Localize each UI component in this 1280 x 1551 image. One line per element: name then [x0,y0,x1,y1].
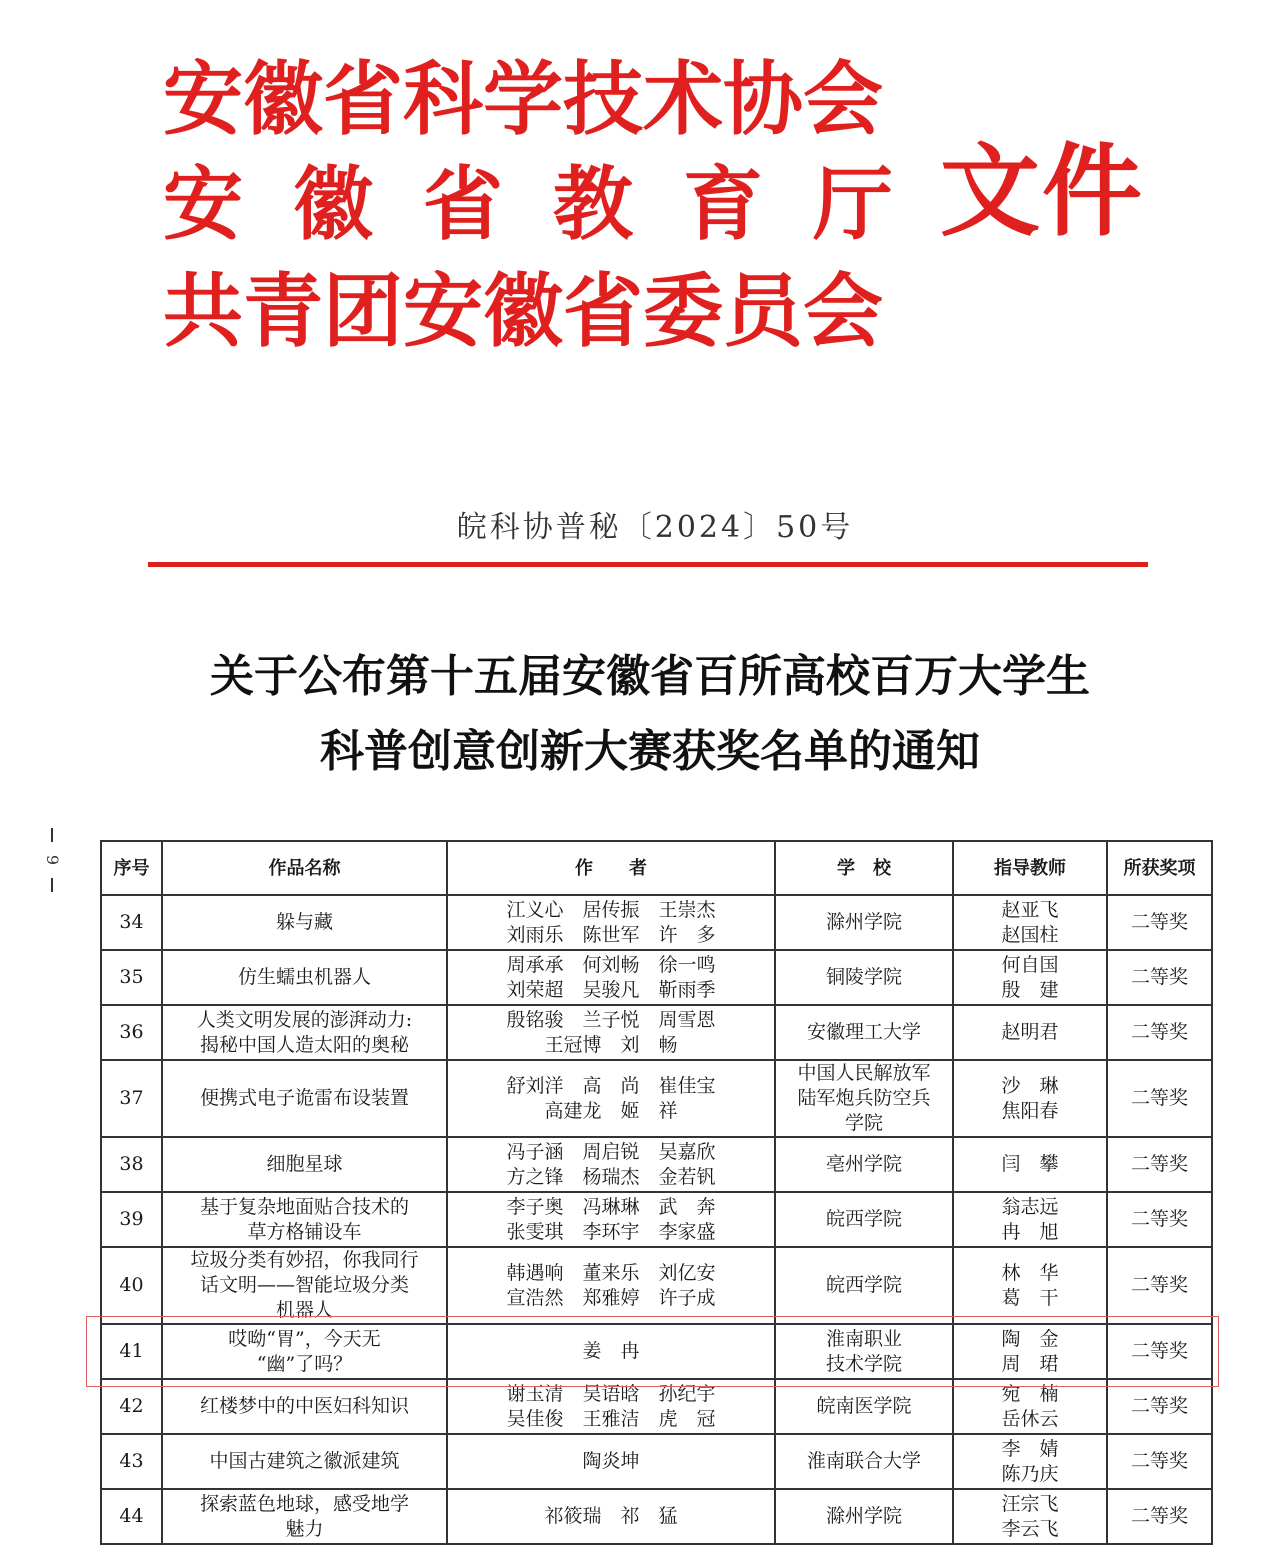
cell-award: 二等奖 [1107,1060,1212,1137]
cell-no: 39 [101,1192,162,1247]
cell-advisors-line: 葛 干 [1001,1286,1059,1309]
cell-advisors-line: 周 珺 [1001,1352,1059,1375]
cell-work-title-line: 草方格铺设车 [247,1220,362,1243]
cell-work-title-line: 红楼梦中的中医妇科知识 [199,1395,409,1417]
cell-authors-line: 周承承 何刘畅 徐一鸣 [506,953,716,976]
header-no: 序号 [101,841,162,895]
cell-advisors-line: 冉 旭 [1001,1220,1059,1243]
cell-work-title-line: 探索蓝色地球，感受地学 [199,1492,409,1515]
cell-no: 37 [101,1060,162,1137]
cell-authors-line: 李子奥 冯琳琳 武 奔 [506,1195,716,1218]
cell-school-line: 滁州学院 [825,1505,902,1527]
cell-advisors-line: 林 华 [1001,1261,1059,1284]
cell-advisors-line: 沙 琳 [1001,1074,1059,1097]
cell-authors-line: 宣浩然 郑雅婷 许子成 [506,1286,716,1309]
cell-school [775,1434,953,1489]
cell-work-title [162,1489,447,1544]
cell-work-title-line: 便携式电子诡雷布设装置 [199,1087,409,1109]
table-row [101,895,1212,950]
cell-school [775,950,953,1005]
cell-work-title [162,1060,447,1137]
cell-work-title-line: 仿生蠕虫机器人 [237,966,371,988]
cell-school [775,895,953,950]
cell-authors-line: 殷铭骏 兰子悦 周雪恩 [506,1008,716,1031]
cell-school-line: 铜陵学院 [825,966,902,988]
header-school: 学 校 [775,841,953,895]
cell-work-title-line: 魅力 [285,1517,324,1540]
cell-work-title-line: 话文明——智能垃圾分类 [199,1274,409,1296]
table-row [101,1489,1212,1544]
cell-school-line: 安徽理工大学 [806,1021,921,1043]
cell-award: 二等奖 [1107,1137,1212,1192]
cell-work-title [162,1379,447,1434]
org-char: 徽 [293,158,373,251]
table-header-row [101,841,1212,895]
org-name-youth-league: 共青团安徽省委员会 [163,265,883,358]
table-row [101,1137,1212,1192]
cell-advisors-line: 宛 楠 [1001,1382,1059,1405]
cell-work-title-line: 垃圾分类有妙招，你我同行 [190,1249,419,1271]
cell-school [775,1379,953,1434]
org-char: 省 [423,158,503,251]
header-advisors: 指导教师 [953,841,1107,895]
cell-authors-line: 谢玉清 吴语晗 孙纪宇 [506,1382,716,1405]
cell-work-title [162,1434,447,1489]
cell-advisors-line: 李云飞 [1001,1517,1059,1540]
table-row [101,1379,1212,1434]
cell-authors-line: 刘雨乐 陈世军 许 多 [506,923,716,946]
cell-authors [447,1192,775,1247]
org-name-provincial-science-association: 安徽省科学技术协会 [163,53,883,146]
cell-school-line: 滁州学院 [825,911,902,933]
cell-no: 43 [101,1434,162,1489]
cell-advisors-line: 赵亚飞 [1001,898,1059,921]
header-work: 作品名称 [162,841,447,895]
cell-authors [447,895,775,950]
cell-work-title-line: 哎呦“胃”，今天无 [228,1327,381,1350]
cell-advisors [953,895,1107,950]
cell-school-line: 淮南职业 [825,1327,902,1350]
cell-no: 36 [101,1005,162,1060]
cell-school-line: 淮南联合大学 [806,1450,921,1472]
cell-school [775,1247,953,1324]
cell-authors [447,1434,775,1489]
cell-authors [447,1247,775,1324]
cell-no: 40 [101,1247,162,1324]
cell-authors [447,1137,775,1192]
cell-school [775,1060,953,1137]
notice-title-line-1: 关于公布第十五届安徽省百所高校百万大学生 [210,651,1090,702]
cell-authors [447,1489,775,1544]
org-name-education-department [163,158,893,251]
cell-no: 38 [101,1137,162,1192]
cell-school-line: 皖西学院 [825,1274,902,1296]
cell-advisors-line: 闫 攀 [1001,1153,1059,1175]
cell-authors-line: 刘荣超 吴骏凡 靳雨季 [506,978,716,1001]
cell-award: 二等奖 [1107,1192,1212,1247]
cell-work-title [162,895,447,950]
cell-award: 二等奖 [1107,1005,1212,1060]
cell-advisors [953,1379,1107,1434]
table-row [101,950,1212,1005]
cell-advisors [953,1247,1107,1324]
cell-advisors-line: 李 婧 [1001,1437,1059,1460]
page-dash [51,828,53,842]
cell-authors-line: 冯子涵 周启锐 吴嘉欣 [506,1140,716,1163]
cell-work-title-line: 基于复杂地面贴合技术的 [199,1195,409,1218]
cell-authors-line: 姜 冉 [582,1340,640,1362]
cell-award: 二等奖 [1107,950,1212,1005]
cell-work-title [162,1324,447,1379]
cell-advisors-line: 汪宗飞 [1001,1492,1059,1515]
org-char: 安 [163,158,243,251]
cell-authors-line: 方之锋 杨瑞杰 金若钒 [506,1165,716,1188]
cell-award: 二等奖 [1107,1379,1212,1434]
cell-advisors [953,1192,1107,1247]
cell-advisors-line: 焦阳春 [1001,1099,1059,1122]
page-dash [51,878,53,892]
cell-advisors-line: 殷 建 [1001,978,1059,1001]
cell-work-title-line: 躲与藏 [275,911,333,933]
cell-authors [447,1324,775,1379]
cell-school [775,1005,953,1060]
file-label: 文件 [940,133,1144,250]
cell-award: 二等奖 [1107,1489,1212,1544]
cell-authors-line: 江义心 居传振 王崇杰 [506,898,716,921]
cell-authors [447,1005,775,1060]
cell-authors-line: 吴佳俊 王雅洁 虎 冠 [506,1407,716,1430]
cell-school-line: 亳州学院 [825,1153,902,1175]
cell-award: 二等奖 [1107,895,1212,950]
page-number-value: 9 [43,854,62,866]
awards-table [100,840,1213,1545]
cell-advisors-line: 岳休云 [1001,1407,1059,1430]
cell-no: 44 [101,1489,162,1544]
cell-work-title [162,1005,447,1060]
cell-authors-line: 王冠博 刘 畅 [544,1033,678,1056]
cell-school-line: 陆军炮兵防空兵 [797,1087,931,1109]
org-char: 厅 [813,158,893,251]
table-row [101,1247,1212,1324]
cell-school [775,1324,953,1379]
cell-authors-line: 陶炎坤 [582,1450,640,1472]
cell-work-title-line: “幽”了吗？ [256,1352,353,1375]
cell-school [775,1192,953,1247]
cell-school-line: 中国人民解放军 [797,1062,931,1084]
cell-work-title-line: 中国古建筑之徽派建筑 [209,1450,400,1472]
cell-school [775,1137,953,1192]
org-char: 教 [553,158,633,251]
cell-award: 二等奖 [1107,1324,1212,1379]
cell-advisors [953,1005,1107,1060]
cell-award: 二等奖 [1107,1247,1212,1324]
table-row [101,1434,1212,1489]
cell-work-title-line: 机器人 [275,1299,333,1321]
page-number [38,828,66,892]
cell-no: 35 [101,950,162,1005]
cell-school [775,1489,953,1544]
cell-authors [447,1060,775,1137]
cell-authors [447,950,775,1005]
cell-advisors [953,1434,1107,1489]
cell-advisors [953,1324,1107,1379]
red-divider [148,562,1148,567]
table-row [101,1192,1212,1247]
cell-advisors-line: 何自国 [1001,953,1059,976]
cell-work-title [162,950,447,1005]
cell-advisors-line: 陈乃庆 [1001,1462,1059,1485]
table-row [101,1060,1212,1137]
header-authors: 作 者 [447,841,775,895]
notice-title-line-2: 科普创意创新大赛获奖名单的通知 [320,726,980,777]
cell-advisors-line: 赵明君 [1001,1021,1059,1043]
cell-authors-line: 韩遇响 董来乐 刘亿安 [506,1261,716,1284]
cell-advisors-line: 陶 金 [1001,1327,1059,1350]
cell-no: 34 [101,895,162,950]
cell-work-title-line: 揭秘中国人造太阳的奥秘 [199,1033,409,1056]
cell-work-title [162,1247,447,1324]
table-row [101,1005,1212,1060]
cell-advisors [953,1489,1107,1544]
cell-authors [447,1379,775,1434]
cell-advisors-line: 翁志远 [1001,1195,1059,1218]
document-number: 皖科协普秘〔2024〕50号 [456,510,854,545]
cell-work-title-line: 细胞星球 [266,1153,343,1175]
cell-school-line: 技术学院 [825,1352,902,1375]
cell-authors-line: 高建龙 姬 祥 [544,1099,678,1122]
cell-advisors-line: 赵国柱 [1001,923,1059,946]
header-award: 所获奖项 [1107,841,1212,895]
cell-school-line: 皖南医学院 [816,1395,912,1417]
cell-authors-line: 舒刘洋 高 尚 崔佳宝 [506,1074,716,1097]
cell-award: 二等奖 [1107,1434,1212,1489]
cell-authors-line: 张雯琪 李环宇 李家盛 [506,1220,716,1243]
cell-school-line: 皖西学院 [825,1208,902,1230]
cell-authors-line: 祁筱瑞 祁 猛 [544,1505,678,1527]
cell-work-title-line: 人类文明发展的澎湃动力: [196,1008,413,1031]
cell-no: 42 [101,1379,162,1434]
cell-advisors [953,1060,1107,1137]
cell-advisors [953,1137,1107,1192]
cell-work-title [162,1137,447,1192]
cell-advisors [953,950,1107,1005]
cell-no: 41 [101,1324,162,1379]
table-row [101,1324,1212,1379]
cell-school-line: 学院 [844,1112,883,1134]
cell-work-title [162,1192,447,1247]
org-char: 育 [683,158,763,251]
